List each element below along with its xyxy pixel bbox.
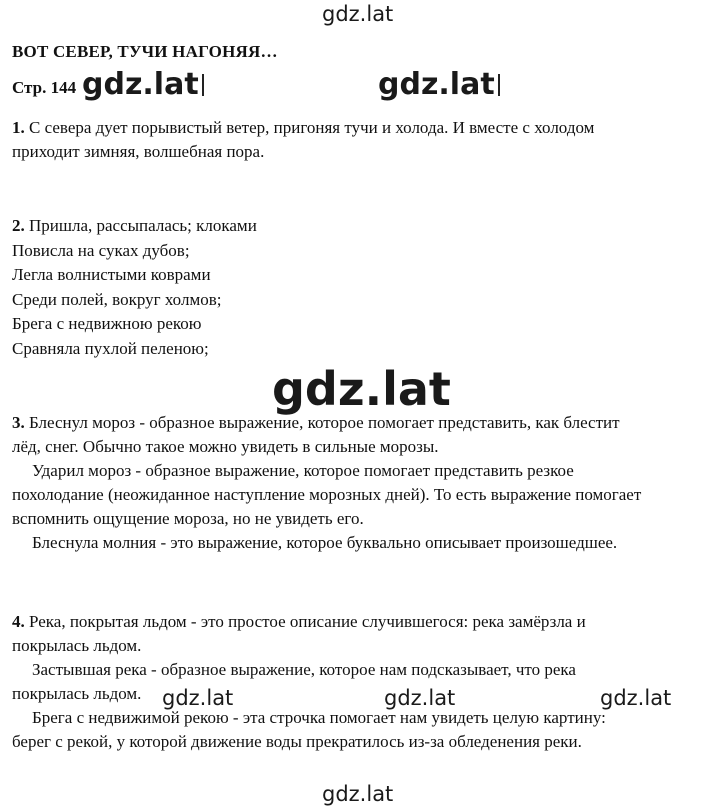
answer-3-line-3: Ударил мороз - образное выражение, которое помогает представить резкое — [32, 461, 574, 480]
answer-3-line-5: вспомнить ощущение мороза, но не увидеть его. — [12, 509, 364, 528]
watermark-center: gdz.lat — [272, 362, 451, 416]
answer-number: 2. — [12, 216, 25, 235]
answer-3 — [12, 411, 712, 555]
answer-1 — [12, 116, 712, 164]
poem-line-3: Легла волнистыми коврами — [12, 265, 211, 285]
watermark-header-right: gdz.lat — [378, 70, 500, 100]
answer-4-line-4: покрылась льдом. — [12, 684, 142, 703]
watermark-row-2: gdz.lat — [384, 686, 456, 710]
poem-line-1: 2. Пришла, рассыпалась; клоками — [12, 216, 257, 235]
answer-4-line-3: Застывшая река - образное выражение, которое нам подсказывает, что река — [32, 660, 576, 679]
answer-3-line-1: 3. Блеснул мороз - образное выражение, которое помогает представить, как блестит — [12, 413, 620, 432]
poem-line-5: Брега с недвижною рекою — [12, 314, 202, 334]
answer-number: 4. — [12, 612, 25, 631]
watermark-bottom: gdz.lat — [322, 782, 394, 806]
answer-3-line-6: Блеснула молния - это выражение, которое буквально описывает произошедшее. — [32, 533, 618, 552]
answer-4-line-2: покрылась льдом. — [12, 636, 142, 655]
watermark-row-1: gdz.lat — [162, 686, 234, 710]
answer-1-line-2: приходит зимняя, волшебная пора. — [12, 142, 265, 161]
answer-3-line-4: похолодание (неожиданное наступление морозных дней). То есть выражение помогает — [12, 485, 642, 504]
answer-4 — [12, 610, 712, 754]
answer-2 — [12, 214, 712, 362]
answer-4-line-5: Брега с недвижимой рекою - эта строчка помогает нам увидеть целую картину: — [32, 708, 606, 727]
answer-number: 1. — [12, 118, 25, 137]
answer-number: 3. — [12, 413, 25, 432]
poem-line-4: Среди полей, вокруг холмов; — [12, 289, 222, 309]
answer-4-line-1: 4. Река, покрытая льдом - это простое описание случившегося: река замёрзла и — [12, 612, 586, 631]
answer-3-line-2: лёд, снег. Обычно такое можно увидеть в сильные морозы. — [12, 437, 439, 456]
document-title: ВОТ СЕВЕР, ТУЧИ НАГОНЯЯ… — [12, 42, 278, 61]
answer-4-line-6: берег с рекой, у которой движение воды прекратилось из-за обледенения реки. — [12, 732, 582, 751]
watermark-row-3: gdz.lat — [600, 686, 672, 710]
watermark-top: gdz.lat — [322, 2, 394, 26]
poem-line-2: Повисла на суках дубов; — [12, 240, 190, 260]
page-reference: Стр. 144 — [12, 78, 77, 97]
answer-1-line-1: 1. С севера дует порывистый ветер, пригоняя тучи и холода. И вместе с холодом — [12, 118, 595, 137]
watermark-header-left: gdz.lat — [82, 70, 204, 100]
poem-line-6: Сравняла пухлой пеленою; — [12, 338, 209, 358]
